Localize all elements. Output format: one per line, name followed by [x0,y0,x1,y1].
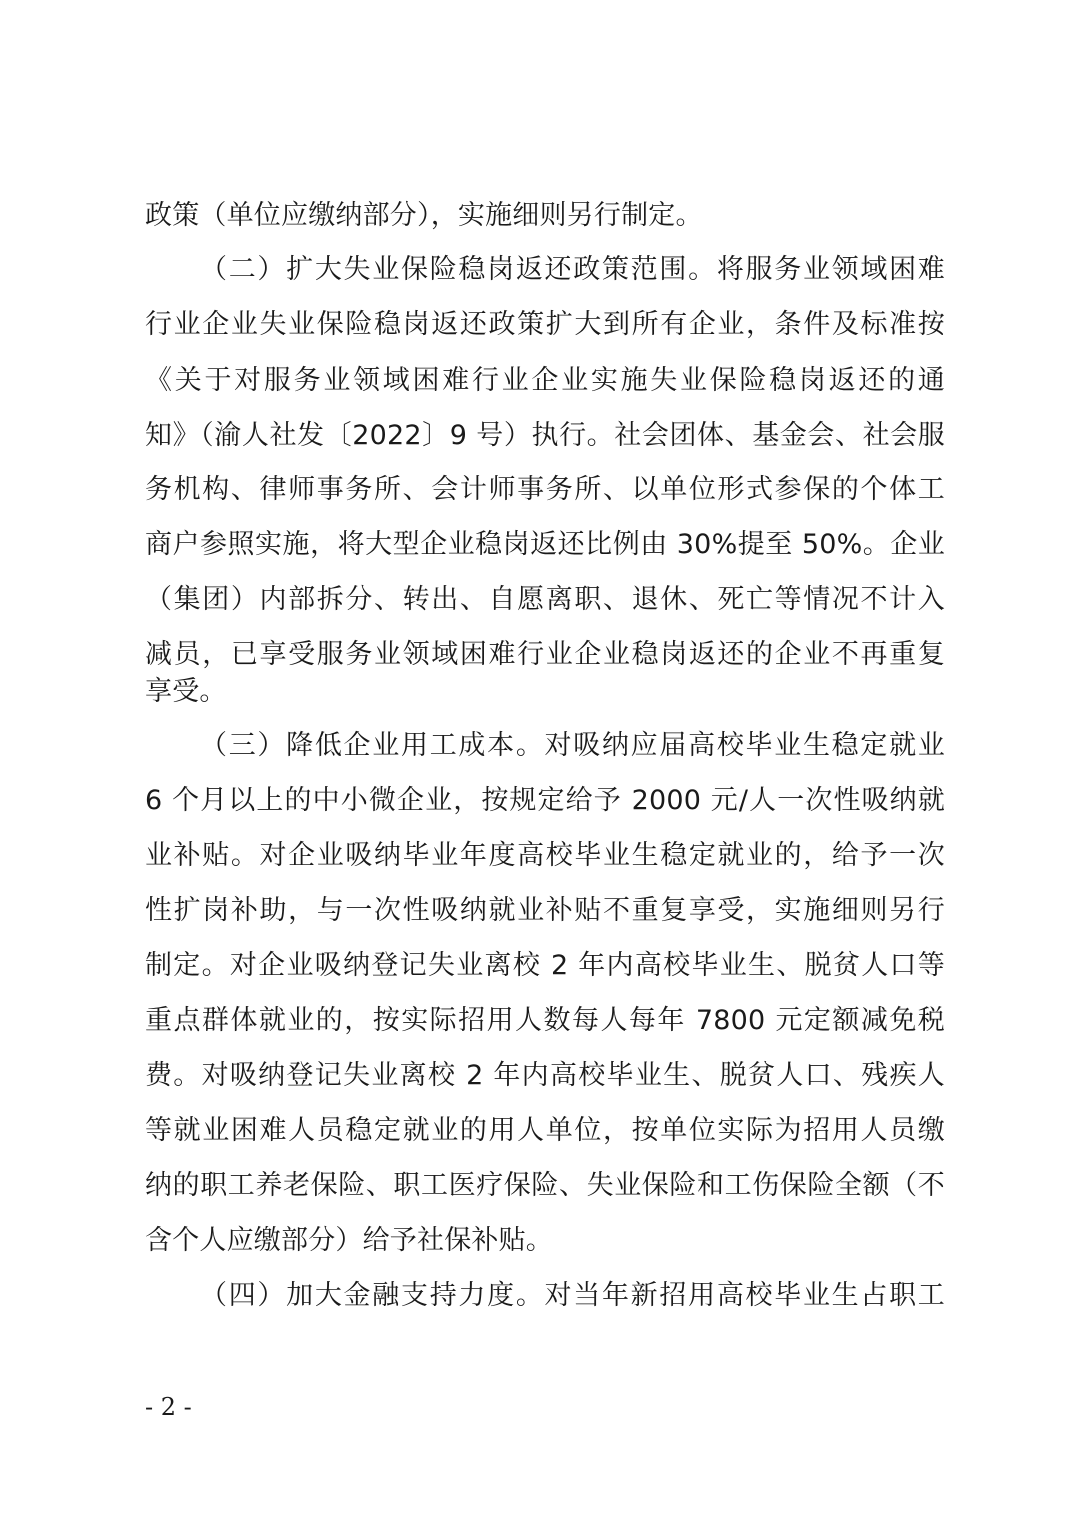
text-line: 6 个月以上的中小微企业，按规定给予 2000 元/人一次性吸纳就 [145,785,945,816]
text-line: 制定。对企业吸纳登记失业离校 2 年内高校毕业生、脱贫人口等 [145,950,945,981]
text-line: （集团）内部拆分、转出、自愿离职、退休、死亡等情况不计入 [145,584,945,615]
text-line: 商户参照实施，将大型企业稳岗返还比例由 30%提至 50%。企业 [145,529,945,560]
text-line: 业补贴。对企业吸纳毕业年度高校毕业生稳定就业的，给予一次 [145,840,945,871]
text-line: 《关于对服务业领域困难行业企业实施失业保险稳岗返还的通 [145,365,945,396]
text-line: 行业企业失业保险稳岗返还政策扩大到所有企业，条件及标准按 [145,309,945,340]
page-number: - 2 - [145,1393,192,1421]
text-line: 含个人应缴部分）给予社保补贴。 [145,1225,553,1256]
text-line: 减员，已享受服务业领域困难行业企业稳岗返还的企业不再重复 [145,639,945,670]
text-line: 纳的职工养老保险、职工医疗保险、失业保险和工伤保险全额（不 [145,1170,945,1201]
text-line: （二）扩大失业保险稳岗返还政策范围。将服务业领域困难 [200,254,945,285]
text-line: 性扩岗补助，与一次性吸纳就业补贴不重复享受，实施细则另行 [145,895,945,926]
text-line: 享受。 [145,676,227,707]
text-line: 知》（渝人社发〔2022〕9 号）执行。社会团体、基金会、社会服 [145,420,945,451]
text-line: 务机构、律师事务所、会计师事务所、以单位形式参保的个体工 [145,474,945,505]
text-line: 费。对吸纳登记失业离校 2 年内高校毕业生、脱贫人口、残疾人 [145,1060,945,1091]
text-line: （三）降低企业用工成本。对吸纳应届高校毕业生稳定就业 [200,730,945,761]
text-line: 重点群体就业的，按实际招用人数每人每年 7800 元定额减免税 [145,1005,945,1036]
text-line: 政策（单位应缴纳部分），实施细则另行制定。 [145,200,703,231]
text-line: 等就业困难人员稳定就业的用人单位，按单位实际为招用人员缴 [145,1115,945,1146]
text-line: （四）加大金融支持力度。对当年新招用高校毕业生占职工 [200,1280,945,1311]
